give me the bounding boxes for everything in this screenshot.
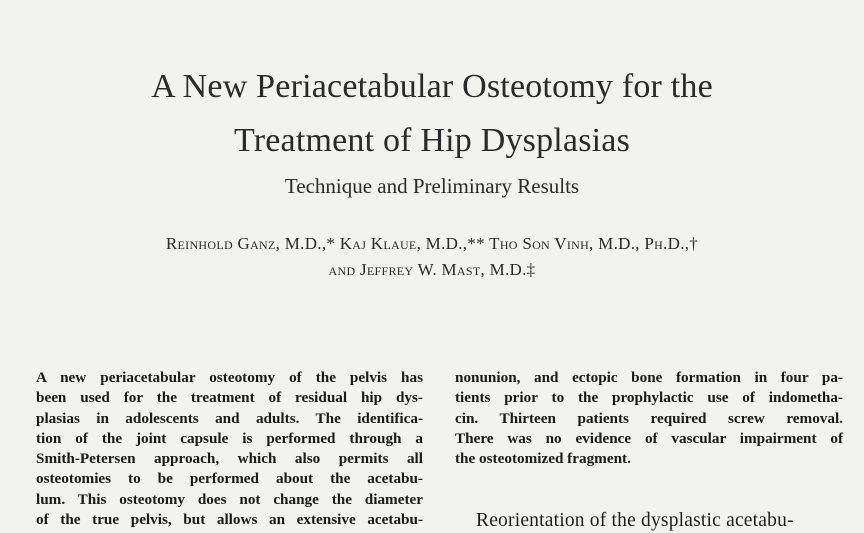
abstract-line: plasias in adolescents and adults. The identifica- — [36, 409, 423, 427]
article-title-line-2: Treatment of Hip Dysplasias — [233, 122, 631, 159]
authors-line-2: and Jeffrey W. Mast, M.D.‡ — [328, 260, 536, 279]
abstract-line: nonunion, and ectopic bone formation in four pa- — [455, 369, 843, 386]
abstract-line: tion of the joint capsule is performed through a — [36, 429, 423, 447]
abstract-line: cin. Thirteen patients required screw removal. — [455, 409, 843, 427]
abstract-left-column — [36, 368, 423, 530]
abstract-line: osteotomies to be performed about the acetabu- — [36, 470, 423, 488]
abstract-line: of the true pelvis, but allows an extensive acetabu- — [36, 511, 423, 529]
article-title-line-1: A New Periacetabular Osteotomy for the — [151, 68, 713, 105]
abstract-line: the osteotomized fragment. — [455, 450, 631, 468]
body-text-start: Reorientation of the dysplastic acetabu- — [476, 510, 794, 531]
abstract-line: lum. This osteotomy does not change the diameter — [36, 490, 423, 508]
authors-line-1: Reinhold Ganz, M.D.,* Kaj Klaue, M.D.,** Tho Son Vinh, M.D., Ph.D.,† — [165, 234, 699, 253]
abstract-line: tients prior to the prophylactic use of indometha- — [455, 389, 843, 407]
abstract-line: been used for the treatment of residual hip dys- — [36, 389, 423, 407]
abstract-line: Smith-Petersen approach, which also permits all — [36, 450, 423, 468]
abstract-line: There was no evidence of vascular impairment of — [455, 429, 843, 447]
article-subtitle: Technique and Preliminary Results — [284, 174, 580, 198]
abstract-line: A new periacetabular osteotomy of the pelvis has — [36, 369, 423, 386]
abstract-right-column — [455, 368, 843, 469]
